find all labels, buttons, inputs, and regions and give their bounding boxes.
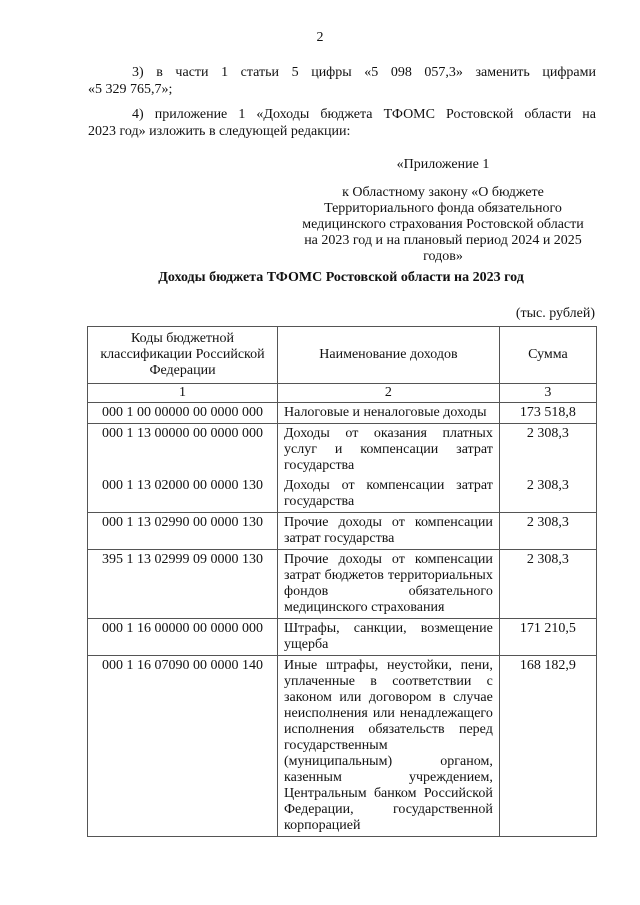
appendix-title: «Приложение 1 <box>396 157 490 172</box>
header-name: Наименование доходов <box>278 327 500 384</box>
appendix-reference: к Областному закону «О бюджете Территориального фонда обязательного медицинского страхования Ростовской области на 2023 год и на плановый период 2024 и 2025 годов» <box>302 185 584 264</box>
row-code: 395 1 13 02999 09 0000 130 <box>88 550 278 619</box>
row-name: Иные штрафы, неустойки, пени, уплаченные в соответствии с законом или договором в случае неисполнения или ненадлежащего исполнения обязательств перед государственным (муниципальным) органом, казенным учреждением, Центральным банком Российской Федерации, государственной корпорацией <box>278 656 500 837</box>
paragraph-line: 3) в части 1 статьи 5 цифры «5 098 057,3» заменить цифрами <box>132 65 596 80</box>
column-number-row <box>88 384 597 403</box>
table-row <box>88 656 597 837</box>
column-number: 2 <box>278 384 500 403</box>
row-name: Налоговые и неналоговые доходы <box>278 403 500 424</box>
table-row <box>88 513 597 550</box>
row-code: 000 1 16 07090 00 0000 140 <box>88 656 278 837</box>
row-code: 000 1 13 00000 00 0000 000 <box>88 424 278 477</box>
income-table <box>87 326 597 837</box>
table-row <box>88 550 597 619</box>
table-row <box>88 476 597 513</box>
table-title: Доходы бюджета ТФОМС Ростовской области на 2023 год <box>158 270 524 285</box>
column-number: 3 <box>499 384 596 403</box>
row-sum: 168 182,9 <box>499 656 596 837</box>
header-code: Коды бюджетной классификации Российской Федерации <box>88 327 278 384</box>
table-header-row <box>88 327 597 384</box>
paragraph-line: 2023 год» изложить в следующей редакции: <box>88 124 351 139</box>
appendix-header <box>300 157 586 265</box>
header-sum: Сумма <box>499 327 596 384</box>
row-name: Штрафы, санкции, возмещение ущерба <box>278 619 500 656</box>
row-sum: 2 308,3 <box>499 424 596 477</box>
row-name: Прочие доходы от компенсации затрат государства <box>278 513 500 550</box>
table-row <box>88 619 597 656</box>
row-name: Доходы от оказания платных услуг и компенсации затрат государства <box>278 424 500 477</box>
row-sum: 2 308,3 <box>499 476 596 513</box>
paragraph-line: «5 329 765,7»; <box>88 82 173 97</box>
row-name: Доходы от компенсации затрат государства <box>278 476 500 513</box>
row-sum: 173 518,8 <box>499 403 596 424</box>
amendment-paragraph-3 <box>88 64 596 98</box>
paragraph-line: 4) приложение 1 «Доходы бюджета ТФОМС Ростовской области на <box>132 107 596 122</box>
units-label: (тыс. рублей) <box>515 306 595 321</box>
row-code: 000 1 16 00000 00 0000 000 <box>88 619 278 656</box>
row-name: Прочие доходы от компенсации затрат бюджетов территориальных фондов обязательного медицинского страхования <box>278 550 500 619</box>
table-row <box>88 424 597 477</box>
page-number: 2 <box>316 30 324 45</box>
row-sum: 2 308,3 <box>499 550 596 619</box>
amendment-paragraph-4 <box>88 106 596 140</box>
table-row <box>88 403 597 424</box>
row-code: 000 1 00 00000 00 0000 000 <box>88 403 278 424</box>
row-sum: 2 308,3 <box>499 513 596 550</box>
row-sum: 171 210,5 <box>499 619 596 656</box>
row-code: 000 1 13 02990 00 0000 130 <box>88 513 278 550</box>
row-code: 000 1 13 02000 00 0000 130 <box>88 476 278 513</box>
column-number: 1 <box>88 384 278 403</box>
